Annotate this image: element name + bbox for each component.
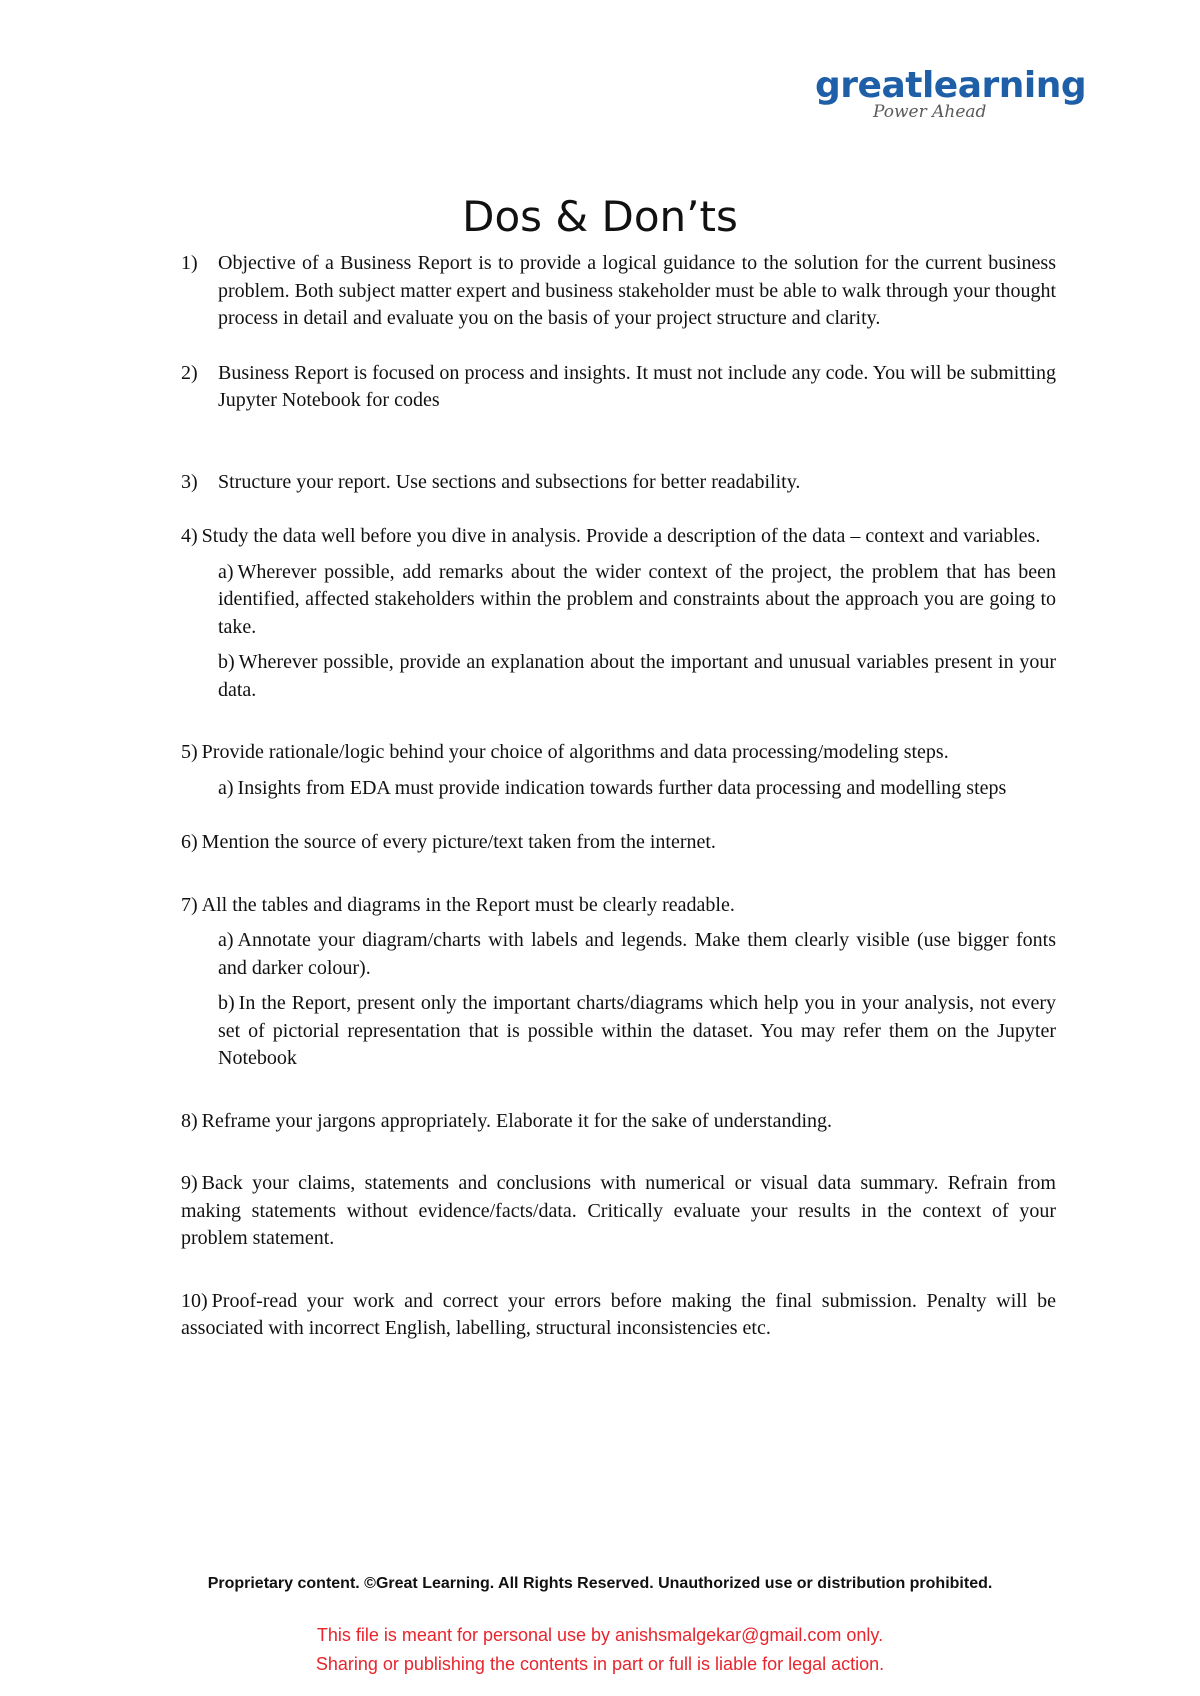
sub-item-text: Insights from EDA must provide indication towards further data processing and modelling steps [237,776,1007,799]
sub-item-letter: a) [218,776,234,799]
item-text: Reframe your jargons appropriately. Elaborate it for the sake of understanding. [201,1109,833,1132]
item-text-block [181,892,1056,920]
list-item [181,1170,1056,1253]
item-text: Business Report is focused on process and insights. It must not include any code. You will be submitting Jupyter Notebook for codes [218,361,1056,411]
proprietary-footer: Proprietary content. ©Great Learning. All Rights Reserved. Unauthorized use or distribution prohibited. [207,1575,993,1592]
logo-brand-part1: great [815,65,922,106]
item-number: 9) [181,1172,198,1194]
item-number: 2) [181,361,198,384]
logo-brand-part2: learning [921,65,1087,106]
item-text-block [181,1170,1056,1253]
guidelines-list [181,250,1056,1343]
list-item [181,1108,1056,1136]
list-item [181,469,1056,497]
item-text: Mention the source of every picture/text taken from the internet. [201,831,716,853]
item-text-block [181,1288,1056,1343]
item-text: Study the data well before you dive in analysis. Provide a description of the data – context and variables. [201,525,1041,547]
item-text: Provide rationale/logic behind your choice of algorithms and data processing/modeling steps. [201,741,949,763]
item-text: Objective of a Business Report is to provide a logical guidance to the solution for the current business problem. Both subject matter expert and business stakeholder must be able to walk through your thought process in detail and evaluate you on the basis of your project structure and clarity. [218,252,1056,329]
notice-line-2: Sharing or publishing the contents in part or full is liable for legal action. [315,1654,885,1674]
sub-item-text: Annotate your diagram/charts with labels and legends. Make them clearly visible (use bigger fonts and darker colour). [218,929,1056,979]
greatlearning-logo [815,64,1087,130]
list-item [181,892,1056,1073]
sub-item-letter: b) [218,651,235,673]
item-text-block [181,829,1056,857]
sub-item [181,990,1056,1073]
sub-item [181,927,1056,982]
sub-item-text: Wherever possible, provide an explanation about the important and unusual variables present in your data. [218,651,1056,701]
list-item [181,829,1056,857]
item-number: 5) [181,741,198,763]
item-number: 3) [181,470,198,493]
item-text: Structure your report. Use sections and subsections for better readability. [218,470,801,493]
sub-item-text: Wherever possible, add remarks about the wider context of the project, the problem that has been identified, affected stakeholders within the problem and constraints about the approach you are going to take. [218,560,1056,638]
sub-item-letter: a) [218,560,234,583]
sub-item [181,559,1056,642]
sub-item-text: In the Report, present only the important charts/diagrams which help you in your analysis, not every set of pictorial representation that is possible within the dataset. You may refer them on the Jupyter Notebook [218,992,1056,1069]
item-text-block [181,739,1056,767]
list-item [181,360,1056,415]
item-text-block [181,523,1056,551]
notice-line-1: This file is meant for personal use by anishsmalgekar@gmail.com only. [316,1625,884,1645]
list-item [181,250,1056,333]
list-item [181,1288,1056,1343]
item-text-block [181,1108,1056,1136]
item-number: 6) [181,831,198,853]
item-number: 7) [181,893,198,916]
item-text: Proof-read your work and correct your errors before making the final submission. Penalty will be associated with incorrect English, labelling, structural inconsistencies etc. [181,1289,1056,1339]
item-number: 4) [181,525,198,547]
sub-item [181,649,1056,704]
list-item [181,739,1056,802]
list-item [181,523,1056,704]
item-number: 8) [181,1109,198,1132]
personal-use-notice [0,1621,1200,1679]
logo-tagline: Power Ahead [873,102,987,122]
sub-item-letter: a) [218,929,234,951]
sub-item [181,775,1056,803]
sub-item-letter: b) [218,992,235,1014]
item-text: All the tables and diagrams in the Report must be clearly readable. [201,893,735,916]
page-title: Dos & Don’ts [462,192,738,241]
item-text: Back your claims, statements and conclusions with numerical or visual data summary. Refrain from making statements without evidence/facts/data. Critically evaluate your results in the context of your problem statement. [181,1172,1056,1249]
item-number: 10) [181,1289,208,1312]
item-number: 1) [181,252,198,274]
